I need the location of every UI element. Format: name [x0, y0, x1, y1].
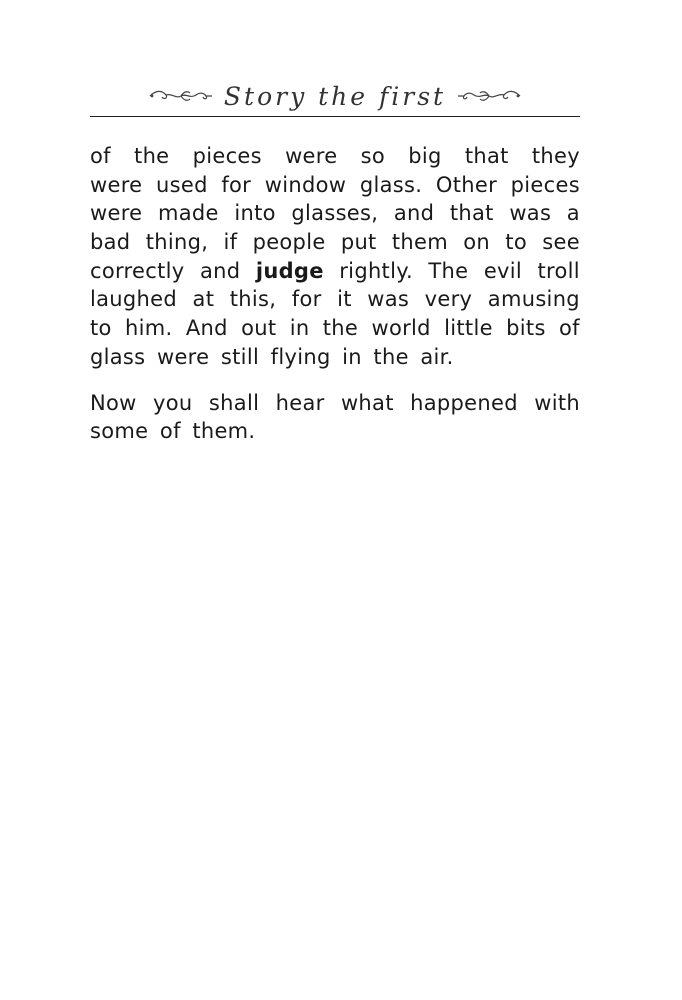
word: a	[566, 201, 580, 226]
bold-word: judge	[255, 258, 324, 283]
word: glass	[90, 344, 146, 369]
word: and	[199, 258, 241, 283]
word: at	[192, 287, 215, 312]
word: glasses,	[291, 201, 379, 226]
word: bad	[90, 230, 131, 255]
text-line	[90, 171, 580, 200]
word: and	[393, 201, 435, 226]
word: big	[408, 144, 442, 168]
text-line	[90, 228, 580, 257]
word: of	[90, 144, 111, 168]
word: they	[531, 144, 580, 168]
word: some	[90, 419, 149, 444]
word: into	[234, 201, 276, 226]
word: made	[157, 201, 219, 226]
text-line	[90, 285, 580, 314]
word: evil	[483, 258, 523, 283]
flourish-ornament-left-icon	[148, 87, 214, 105]
word: happened	[410, 390, 518, 415]
paragraph-gap	[90, 372, 580, 389]
word: flying	[270, 344, 331, 369]
word: was	[367, 287, 410, 312]
word: for	[291, 287, 322, 312]
word: you	[153, 390, 193, 415]
text-line	[90, 257, 580, 286]
word: it	[337, 287, 352, 312]
word: hear	[275, 390, 325, 415]
word: see	[542, 230, 580, 255]
word: them	[391, 230, 448, 255]
word: pieces	[510, 172, 580, 197]
word: this,	[229, 287, 277, 312]
word: pieces	[192, 144, 262, 168]
word: that	[449, 201, 494, 226]
flourish-ornament-right-icon	[456, 87, 522, 105]
running-header	[90, 76, 580, 116]
text-line	[90, 314, 580, 343]
word: to	[505, 230, 527, 255]
word: out	[241, 316, 277, 341]
word: world	[371, 316, 431, 341]
word: what	[340, 390, 394, 415]
word: air.	[420, 344, 454, 369]
word: was	[509, 201, 552, 226]
word: of	[559, 316, 580, 341]
word: Other	[435, 172, 498, 197]
text-line	[90, 417, 580, 446]
word: the	[373, 344, 409, 369]
word: on	[463, 230, 491, 255]
text-line	[90, 199, 580, 228]
word: window	[264, 172, 347, 197]
word: correctly	[90, 258, 185, 283]
word: them.	[192, 419, 256, 444]
header-rule	[90, 116, 580, 117]
word: so	[360, 144, 386, 168]
word: And	[185, 316, 228, 341]
text-line	[90, 343, 580, 372]
word: in	[289, 316, 310, 341]
word: troll	[537, 258, 580, 283]
running-title: Story the first	[223, 81, 447, 111]
word: used	[156, 172, 208, 197]
word: Now	[90, 390, 137, 415]
word: still	[220, 344, 260, 369]
word: if	[223, 230, 238, 255]
paragraph	[90, 389, 580, 446]
word: glass.	[359, 172, 423, 197]
word: amusing	[487, 287, 580, 312]
word: of	[159, 419, 181, 444]
word: little	[444, 316, 493, 341]
word: rightly.	[339, 258, 413, 283]
word: were	[90, 201, 143, 226]
word: very	[424, 287, 473, 312]
word: people	[252, 230, 326, 255]
word: with	[534, 390, 580, 415]
word: The	[428, 258, 469, 283]
paragraph	[90, 142, 580, 372]
word: the	[322, 316, 359, 341]
word: in	[342, 344, 362, 369]
word: shall	[208, 390, 260, 415]
word: were	[156, 344, 210, 369]
word: bits	[506, 316, 546, 341]
body-text	[90, 142, 580, 446]
word: were	[285, 144, 338, 168]
word: to	[90, 316, 112, 341]
word: thing,	[145, 230, 209, 255]
word: put	[340, 230, 377, 255]
text-line	[90, 142, 580, 171]
word: were	[90, 172, 143, 197]
word: the	[134, 144, 170, 168]
word: that	[464, 144, 509, 168]
word: him.	[125, 316, 173, 341]
word: for	[221, 172, 252, 197]
word: laughed	[90, 287, 178, 312]
text-line	[90, 389, 580, 418]
